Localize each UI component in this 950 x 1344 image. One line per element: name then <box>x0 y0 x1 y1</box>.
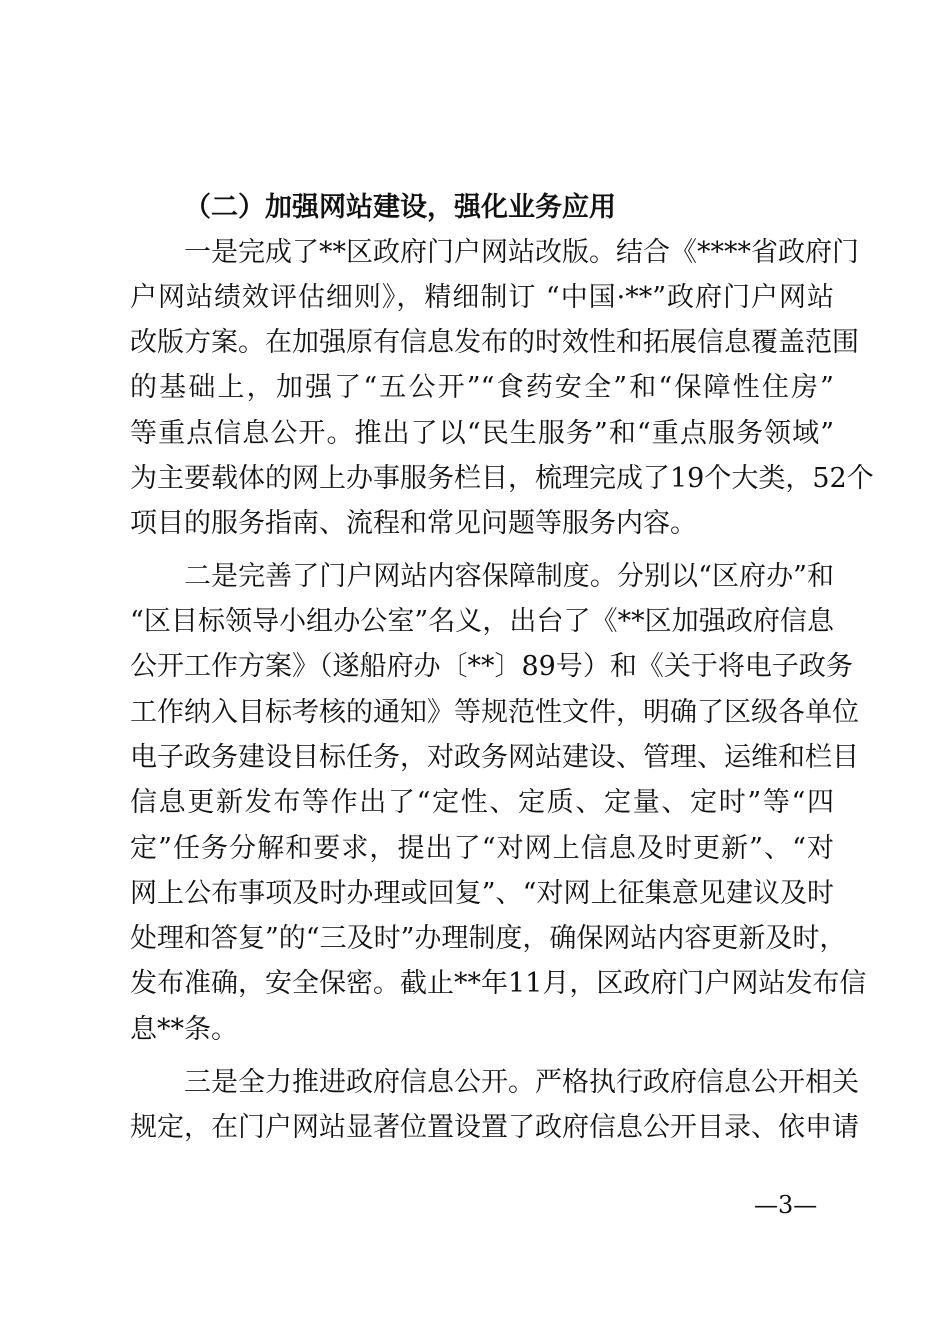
text-line: 息**条。 <box>130 1014 238 1045</box>
text-line: 一是完成了**区政府门户网站改版。结合《****省政府门 <box>184 237 859 268</box>
text-line: 发布准确，安全保密。截止**年11月，区政府门户网站发布信 <box>130 968 867 999</box>
text-line: 二是完善了门户网站内容保障制度。分别以“区府办”和 <box>184 561 834 592</box>
text-line: 信息更新发布等作出了“定性、定质、定量、定时”等“四 <box>130 787 834 818</box>
text-line: 等重点信息公开。推出了以“民生服务”和“重点服务领域” <box>130 418 834 449</box>
text-line: 网上公布事项及时办理或回复”、“对网上征集意见建议及时 <box>130 878 834 909</box>
text-line: 工作纳入目标考核的通知》等规范性文件，明确了区级各单位 <box>130 697 859 728</box>
text-line: 规定，在门户网站显著位置设置了政府信息公开目录、依申请 <box>130 1112 859 1143</box>
text-line: “区目标领导小组办公室”名义，出台了《**区加强政府信息 <box>130 606 834 637</box>
page-number: —3— <box>754 1191 818 1219</box>
text-line: 三是全力推进政府信息公开。严格执行政府信息公开相关 <box>184 1067 859 1098</box>
text-line: 的基础上，加强了“五公开”“食药安全”和“保障性住房” <box>130 372 834 403</box>
text-line: 为主要载体的网上办事服务栏目，梳理完成了19个大类，52个 <box>130 463 874 494</box>
section-heading: （二）加强网站建设，强化业务应用 <box>184 192 616 223</box>
text-line: 公开工作方案》（遂船府办〔**〕89号）和《关于将电子政务 <box>130 651 853 682</box>
text-line: 户网站绩效评估细则》，精细制订 “中国·**”政府门户网站 <box>130 282 834 313</box>
text-line: 改版方案。在加强原有信息发布的时效性和拓展信息覆盖范围 <box>130 327 859 358</box>
text-line: 处理和答复”的“三及时”办理制度，确保网站内容更新及时， <box>130 923 847 954</box>
text-line: 项目的服务指南、流程和常见问题等服务内容。 <box>130 508 697 539</box>
text-line: 电子政务建设目标任务，对政务网站建设、管理、运维和栏目 <box>130 742 859 773</box>
text-line: 定”任务分解和要求，提出了“对网上信息及时更新”、“对 <box>130 833 834 864</box>
